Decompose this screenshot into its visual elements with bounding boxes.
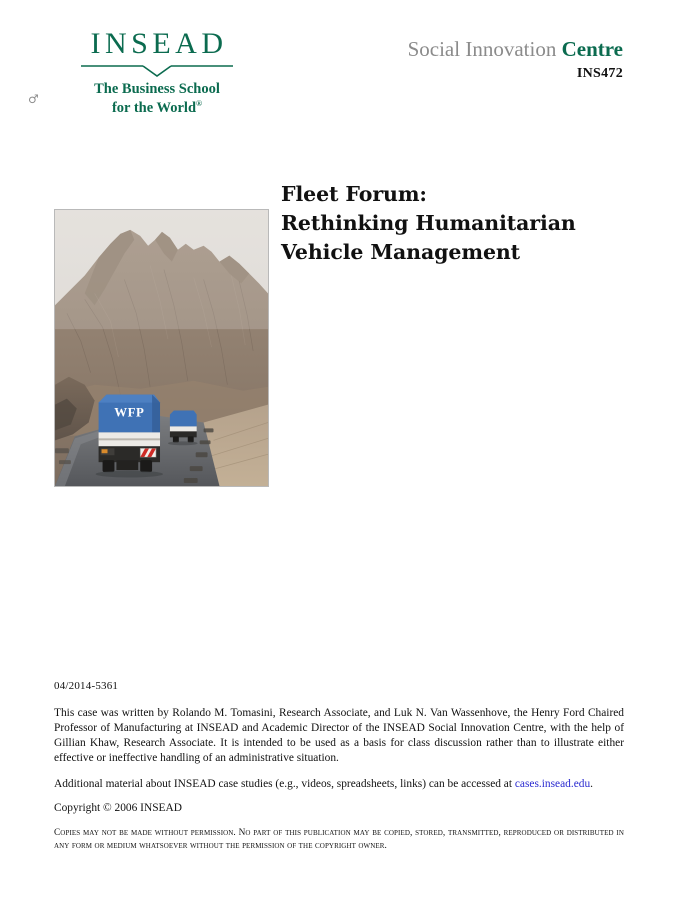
insead-logo-rule-icon [81,64,233,78]
centre-name [408,38,623,61]
centre-name-prefix: Social Innovation [407,37,562,61]
page-header [0,0,700,140]
insead-logo [52,28,262,118]
centre-name-emphasis: Centre [561,37,623,61]
credits-paragraph: This case was written by Rolando M. Tomasini, Research Associate, and Luk N. Van Wassenhove, the Henry Ford Chaired Professor of Manufacturing at INSEAD and Academic Director of the INSEAD Social Innovation Centre, with the help of Gillian Khaw, Research Associate. It is intended to be used as a basis for class discussion rather than to illustrate either effective or ineffective handling of an administrative situation. [54,707,624,765]
additional-material-suffix: . [590,778,594,791]
insead-tagline-line-2: for the World® [111,98,203,116]
copyright-line: Copyright © 2006 INSEAD [54,802,182,815]
case-code: INS472 [576,66,623,82]
legal-notice: Copies may not be made without permission. No part of this publication may be copied, stored, transmitted, reproduced or distributed in any form or medium whatsoever without the permission of the copyright owner. [54,828,624,851]
mars-symbol-icon: ♂ [28,92,39,106]
cover-photo-illustration [55,210,268,486]
page-title-line-1: Fleet Forum: [281,182,427,206]
reference-code: 04/2014-5361 [54,680,119,692]
insead-tagline-line-1: The Business School [94,80,220,97]
additional-material-paragraph [54,777,624,792]
page-title-line-2: Rethinking Humanitarian [281,211,576,236]
additional-material-prefix: Additional material about INSEAD case studies (e.g., videos, spreadsheets, links) can be accessed at [54,778,515,791]
page-footer [54,706,624,852]
cases-insead-edu-link[interactable]: cases.insead.edu [514,778,591,791]
page-title-line-3: Vehicle Management [281,240,521,265]
insead-tagline [52,80,262,118]
registered-mark: ® [196,98,203,108]
svg-text:WFP: WFP [114,405,145,420]
cover-photo [54,209,269,487]
page-title [281,180,681,267]
insead-wordmark: INSEAD [90,27,228,60]
social-innovation-centre-block [408,38,623,82]
